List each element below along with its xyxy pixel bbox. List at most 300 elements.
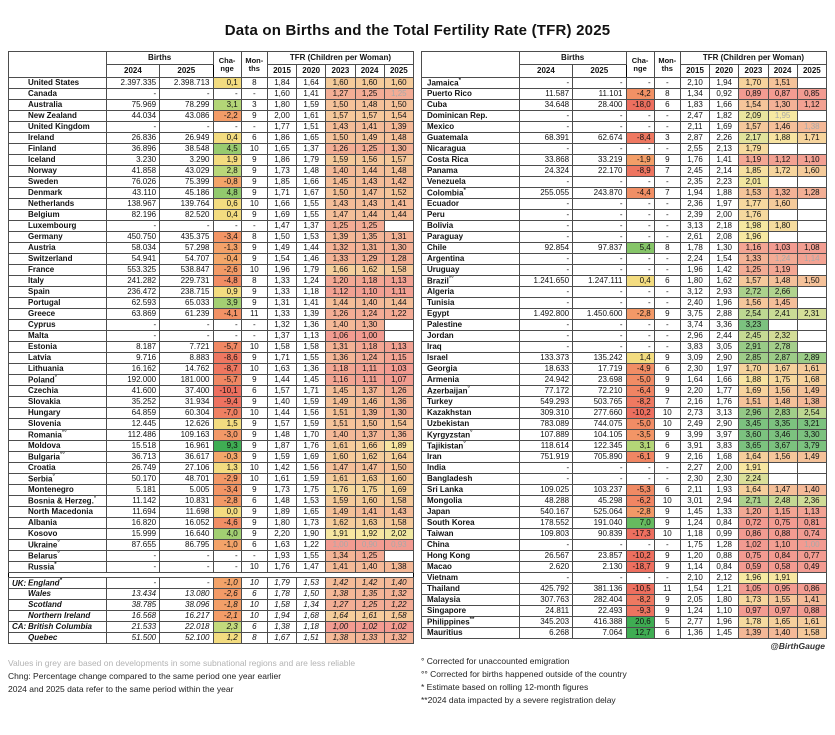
months-cell: 10 <box>241 600 267 611</box>
months-cell: 8 <box>241 276 267 287</box>
tfr-2015-cell: 2,45 <box>680 166 709 177</box>
tfr-2025-cell <box>797 298 826 309</box>
tfr-2015-cell: 2,40 <box>680 298 709 309</box>
table-row <box>422 463 827 474</box>
tfr-2025-cell: 1,60 <box>384 78 413 89</box>
year-header: 2020 <box>710 65 739 78</box>
country-label: Macao <box>422 562 520 573</box>
tfr-2023-cell: 1,39 <box>326 232 355 243</box>
births-2024-cell: 3.230 <box>106 155 159 166</box>
births-2025-cell: 28.400 <box>573 100 626 111</box>
tfr-2024-cell <box>768 210 797 221</box>
tfr-2015-cell: 1,77 <box>267 122 296 133</box>
births-2024-cell: 425.792 <box>519 584 572 595</box>
tfr-2015-cell: 1,73 <box>267 166 296 177</box>
months-cell: 9 <box>241 518 267 529</box>
tfr-2020-cell: 1,90 <box>297 529 326 540</box>
tfr-2020-cell: 2,44 <box>710 331 739 342</box>
months-cell: 9 <box>654 452 680 463</box>
births-2025-cell: 45.298 <box>573 496 626 507</box>
tfr-2015-cell: 3,12 <box>680 287 709 298</box>
footnote-marker: °° <box>61 430 67 437</box>
tfr-2024-cell: 1,24 <box>355 353 384 364</box>
tfr-2020-cell: 1,59 <box>297 397 326 408</box>
births-2025-cell: - <box>573 210 626 221</box>
tfr-2025-cell: 1,11 <box>384 287 413 298</box>
country-label: Austria <box>9 243 107 254</box>
change-cell: 0,4 <box>213 210 241 221</box>
tfr-2024-cell: 1,44 <box>355 166 384 177</box>
tfr-2025-cell: 3,79 <box>797 441 826 452</box>
tfr-2024-cell: 1,42 <box>355 578 384 589</box>
tfr-2025-cell <box>797 331 826 342</box>
country-label: South Korea <box>422 518 520 529</box>
change-cell: 0,4 <box>626 276 654 287</box>
births-2024-cell: 26.567 <box>519 551 572 562</box>
table-row <box>422 210 827 221</box>
country-label: Finland <box>9 144 107 155</box>
tfr-group-header: TFR (Children per Woman) <box>680 52 826 65</box>
births-2025-cell: 282.404 <box>573 595 626 606</box>
tfr-2023-cell: 1,18 <box>326 364 355 375</box>
months-cell: 9 <box>241 155 267 166</box>
change-cell: 0,4 <box>213 133 241 144</box>
country-label: Canada <box>9 89 107 100</box>
births-2025-cell: 2.130 <box>573 562 626 573</box>
tfr-2023-cell: 2,09 <box>739 111 768 122</box>
tfr-2024-cell: 1,32 <box>768 188 797 199</box>
tfr-2020-cell: 1,93 <box>710 485 739 496</box>
tfr-2015-cell: 2,20 <box>267 529 296 540</box>
tfr-2020-cell: 1,36 <box>297 364 326 375</box>
table-row <box>422 276 827 287</box>
table-row <box>422 342 827 353</box>
births-2025-cell: 43.086 <box>160 111 213 122</box>
footnote-marker: ° <box>470 430 473 437</box>
tfr-2025-cell <box>797 199 826 210</box>
births-2024-cell: 58.034 <box>106 243 159 254</box>
births-2024-cell: 34.648 <box>519 100 572 111</box>
months-cell: 3 <box>654 133 680 144</box>
tfr-2024-cell: 1,15 <box>768 507 797 518</box>
tfr-2025-cell: 1,58 <box>797 628 826 639</box>
births-2025-cell: 10.831 <box>160 496 213 507</box>
tfr-2020-cell: 1,55 <box>297 353 326 364</box>
births-2024-cell: 241.282 <box>106 276 159 287</box>
table-row <box>9 430 414 441</box>
change-cell: - <box>626 265 654 276</box>
tfr-2023-cell: 1,31 <box>326 342 355 353</box>
tfr-2020-cell: 1,59 <box>297 419 326 430</box>
months-cell: 9 <box>654 375 680 386</box>
country-label: Puerto Rico <box>422 89 520 100</box>
change-cell: 7,0 <box>626 518 654 529</box>
country-label: North Macedonia <box>9 507 107 518</box>
year-header: 2023 <box>326 65 355 78</box>
table-row <box>422 133 827 144</box>
change-cell: -2,9 <box>213 474 241 485</box>
tfr-2015-cell: 1,73 <box>267 485 296 496</box>
births-2024-cell: 36.713 <box>106 452 159 463</box>
tfr-2020-cell: 1,45 <box>710 628 739 639</box>
change-cell: -5,7 <box>213 342 241 353</box>
table-row <box>422 562 827 573</box>
births-2025-cell: 54.707 <box>160 254 213 265</box>
births-2025-cell: 33.219 <box>573 155 626 166</box>
table-row <box>9 342 414 353</box>
footnote-marker: ° <box>52 474 55 481</box>
tfr-2024-cell: 1,33 <box>355 633 384 644</box>
tfr-2024-cell: 3,46 <box>768 430 797 441</box>
births-2025-cell: 503.765 <box>573 397 626 408</box>
tfr-2015-cell: 1,69 <box>267 210 296 221</box>
tfr-2024-cell: 1,40 <box>355 298 384 309</box>
births-2024-cell: - <box>106 331 159 342</box>
table-row <box>422 221 827 232</box>
tfr-2024-cell: 1,29 <box>355 254 384 265</box>
tfr-2024-cell: 1,56 <box>768 452 797 463</box>
country-label: Nicaragua <box>422 144 520 155</box>
tfr-2015-cell: 1,57 <box>267 419 296 430</box>
tfr-2023-cell: 1,00 <box>326 540 355 551</box>
change-cell: - <box>626 331 654 342</box>
tfr-2024-cell: 1,75 <box>355 485 384 496</box>
country-label: Bosnia & Herzeg.° <box>9 496 107 507</box>
tfr-2015-cell: 2,47 <box>680 111 709 122</box>
tfr-2024-cell: 1,60 <box>355 496 384 507</box>
tfr-2023-cell: 1,43 <box>326 199 355 210</box>
births-2025-cell: 62.674 <box>573 133 626 144</box>
change-cell: -1,0 <box>213 578 241 589</box>
months-cell: - <box>241 331 267 342</box>
births-2024-cell: 41.600 <box>106 386 159 397</box>
births-2025-cell: 26.949 <box>160 133 213 144</box>
tfr-2020-cell: 1,37 <box>297 144 326 155</box>
change-cell: -18,0 <box>626 100 654 111</box>
tfr-2015-cell: 2,35 <box>680 177 709 188</box>
months-cell: 6 <box>654 441 680 452</box>
tfr-2025-cell: 2,31 <box>797 309 826 320</box>
months-cell: 10 <box>241 144 267 155</box>
tfr-2020-cell: 1,24 <box>297 276 326 287</box>
tfr-2025-cell: 2,36 <box>797 496 826 507</box>
tfr-2024-cell: 1,10 <box>355 287 384 298</box>
change-cell: -1,3 <box>213 243 241 254</box>
tfr-2020-cell: 3,36 <box>710 320 739 331</box>
change-cell: -6,1 <box>626 452 654 463</box>
tfr-2024-cell: 0,90 <box>355 540 384 551</box>
change-cell: 0,6 <box>213 199 241 210</box>
change-cell: -4,9 <box>626 364 654 375</box>
country-label: Germany <box>9 232 107 243</box>
births-2025-cell: 23.698 <box>573 375 626 386</box>
tfr-2025-cell: 1,60 <box>384 474 413 485</box>
births-2024-cell: 138.967 <box>106 199 159 210</box>
births-2025-cell: - <box>573 78 626 89</box>
table-row <box>9 199 414 210</box>
tfr-2015-cell: 2,20 <box>680 386 709 397</box>
births-2024-cell: 38.785 <box>106 600 159 611</box>
tfr-2023-cell: 1,61 <box>326 474 355 485</box>
births-2024-cell: 21.533 <box>106 622 159 633</box>
tfr-2024-cell: 1,30 <box>768 100 797 111</box>
tfr-2023-cell: 1,57 <box>326 111 355 122</box>
tfr-2024-cell: 0,88 <box>768 529 797 540</box>
table-row <box>422 232 827 243</box>
change-cell: - <box>213 89 241 100</box>
births-2024-cell: 109.803 <box>519 529 572 540</box>
tfr-2025-cell: 1,10 <box>797 155 826 166</box>
footnote-marker: ° <box>54 375 58 381</box>
table-row <box>422 529 827 540</box>
tfr-2023-cell: 1,91 <box>739 463 768 474</box>
change-cell: 1,2 <box>213 633 241 644</box>
births-2025-cell: 139.764 <box>160 199 213 210</box>
births-2025-cell: 82.520 <box>160 210 213 221</box>
births-2025-cell: 243.870 <box>573 188 626 199</box>
months-cell: - <box>654 111 680 122</box>
change-cell: -5,7 <box>213 375 241 386</box>
months-cell: 6 <box>654 276 680 287</box>
tfr-2024-cell: 2,66 <box>768 287 797 298</box>
tfr-2025-cell <box>384 331 413 342</box>
tfr-2023-cell: 1,50 <box>326 133 355 144</box>
births-2024-cell: - <box>519 232 572 243</box>
tfr-2020-cell: 0,84 <box>710 518 739 529</box>
tfr-2025-cell: 1,64 <box>384 452 413 463</box>
change-cell: 12,7 <box>626 628 654 639</box>
table-row <box>422 353 827 364</box>
births-2025-cell: 65.033 <box>160 298 213 309</box>
tfr-2015-cell: 1,42 <box>267 463 296 474</box>
change-cell: -10,1 <box>213 386 241 397</box>
tfr-2025-cell: 1,26 <box>384 386 413 397</box>
tfr-2024-cell: 1,46 <box>355 397 384 408</box>
change-cell: 9,3 <box>213 441 241 452</box>
tfr-2015-cell: 3,09 <box>680 353 709 364</box>
tfr-2020-cell: 1,66 <box>710 100 739 111</box>
tfr-2020-cell: 1,75 <box>297 485 326 496</box>
table-row <box>422 474 827 485</box>
country-label: Cyprus <box>9 320 107 331</box>
country-label: Egypt <box>422 309 520 320</box>
tfr-2025-cell: 1,28 <box>797 188 826 199</box>
tfr-2024-cell: 1,43 <box>355 199 384 210</box>
months-cell: 9 <box>654 353 680 364</box>
tfr-2020-cell: 1,64 <box>297 78 326 89</box>
table-row <box>422 243 827 254</box>
births-2024-cell: 44.034 <box>106 111 159 122</box>
tfr-2023-cell: 1,64 <box>739 452 768 463</box>
tfr-2023-cell: 1,25 <box>739 265 768 276</box>
tfr-2015-cell: 1,64 <box>680 375 709 386</box>
tfr-2025-cell: 1,31 <box>384 232 413 243</box>
table-row <box>9 210 414 221</box>
year-header: 2025 <box>797 65 826 78</box>
tfr-2015-cell: 1,89 <box>267 507 296 518</box>
right-column <box>421 51 827 706</box>
births-2024-cell: 11.142 <box>106 496 159 507</box>
year-header: 2015 <box>680 65 709 78</box>
country-label: Mauritius <box>422 628 520 639</box>
tfr-2015-cell: 1,54 <box>680 584 709 595</box>
table-row <box>422 287 827 298</box>
tfr-2025-cell: 1,32 <box>384 633 413 644</box>
months-cell: - <box>654 232 680 243</box>
change-cell: -8,2 <box>626 595 654 606</box>
tfr-2025-cell: 1,48 <box>384 166 413 177</box>
months-cell: 9 <box>241 430 267 441</box>
months-cell: 10 <box>241 265 267 276</box>
tfr-2023-cell: 0,75 <box>739 551 768 562</box>
months-cell: 10 <box>241 199 267 210</box>
change-cell: - <box>626 177 654 188</box>
table-row <box>9 155 414 166</box>
table-row <box>9 188 414 199</box>
births-2024-cell: 540.167 <box>519 507 572 518</box>
births-2025-cell: 7.064 <box>573 628 626 639</box>
tfr-2024-cell: 1,19 <box>768 265 797 276</box>
table-row <box>9 551 414 562</box>
tfr-2020-cell: 1,59 <box>297 474 326 485</box>
births-2024-cell: - <box>519 265 572 276</box>
country-label: Montenegro <box>9 485 107 496</box>
tfr-2020-cell: 1,51 <box>297 122 326 133</box>
tfr-2020-cell: 1,68 <box>710 452 739 463</box>
births-group-header: Births <box>106 52 213 65</box>
footnote: **2024 data impacted by a severe registration delay <box>421 694 616 705</box>
tfr-2025-cell: 0,86 <box>797 584 826 595</box>
tfr-2015-cell: 1,65 <box>267 144 296 155</box>
births-2024-cell: - <box>106 221 159 232</box>
table-row <box>9 309 414 320</box>
country-label: Mongolia <box>422 496 520 507</box>
table-row <box>422 100 827 111</box>
tfr-2020-cell: 2,13 <box>710 144 739 155</box>
tfr-2024-cell: 0,84 <box>768 551 797 562</box>
births-2025-cell: 11.698 <box>160 507 213 518</box>
births-2025-cell: 538.847 <box>160 265 213 276</box>
change-cell: -2,6 <box>213 265 241 276</box>
births-2024-cell: 345.203 <box>519 617 572 628</box>
table-row <box>9 600 414 611</box>
births-2025-cell: 191.040 <box>573 518 626 529</box>
births-2024-cell: 16.820 <box>106 518 159 529</box>
tfr-2023-cell: 0,59 <box>739 562 768 573</box>
months-cell: 6 <box>241 496 267 507</box>
left-column <box>8 51 414 696</box>
change-cell: -10,2 <box>626 408 654 419</box>
tfr-2025-cell: 1,71 <box>797 133 826 144</box>
table-row <box>9 276 414 287</box>
births-2025-cell: - <box>573 573 626 584</box>
months-cell: 7 <box>654 397 680 408</box>
tfr-2015-cell: 1,86 <box>267 155 296 166</box>
tfr-2025-cell: 1,08 <box>797 243 826 254</box>
births-2025-cell: 3.290 <box>160 155 213 166</box>
tfr-2024-cell: 1,11 <box>355 364 384 375</box>
births-2025-cell: 23.857 <box>573 551 626 562</box>
tfr-2020-cell: 1,46 <box>297 254 326 265</box>
change-cell: -6,2 <box>626 496 654 507</box>
footnote: ° Corrected for unaccounted emigration <box>421 656 570 667</box>
births-2024-cell: 43.110 <box>106 188 159 199</box>
tfr-2023-cell: 1,60 <box>326 452 355 463</box>
tfr-2025-cell: 0,77 <box>797 551 826 562</box>
tfr-2023-cell: 1,57 <box>739 276 768 287</box>
tfr-2020-cell: 1,70 <box>297 430 326 441</box>
tfr-2015-cell: 3,74 <box>680 320 709 331</box>
tfr-2023-cell: 1,40 <box>326 166 355 177</box>
country-label: Kazakhstan <box>422 408 520 419</box>
tfr-2024-cell: 1,48 <box>355 100 384 111</box>
tfr-2024-cell: 1,12 <box>768 155 797 166</box>
births-2024-cell: 112.486 <box>106 430 159 441</box>
tfr-2023-cell: 1,06 <box>326 331 355 342</box>
tfr-2023-cell: 1,53 <box>739 188 768 199</box>
months-cell: 9 <box>654 518 680 529</box>
tfr-2020-cell: 1,66 <box>710 375 739 386</box>
tfr-2024-cell <box>768 463 797 474</box>
table-row <box>9 89 414 100</box>
tfr-2024-cell: 1,92 <box>355 529 384 540</box>
change-cell: -8,6 <box>213 353 241 364</box>
tfr-2020-cell: 1,41 <box>710 155 739 166</box>
tfr-2025-cell <box>797 78 826 89</box>
tfr-2020-cell: 1,55 <box>297 210 326 221</box>
country-label: Moldova <box>9 441 107 452</box>
tfr-2020-cell: 1,44 <box>297 243 326 254</box>
tfr-2020-cell: 1,73 <box>297 518 326 529</box>
change-cell: - <box>626 78 654 89</box>
tfr-2025-cell: 1,02 <box>384 622 413 633</box>
change-cell: - <box>626 199 654 210</box>
tfr-2024-cell: 1,18 <box>355 276 384 287</box>
tfr-2020-cell: 1,56 <box>297 408 326 419</box>
tfr-2024-cell: 1,75 <box>768 375 797 386</box>
change-cell: -8,2 <box>626 397 654 408</box>
table-row <box>422 397 827 408</box>
tfr-2024-cell: 1,44 <box>355 210 384 221</box>
country-label: Argentina <box>422 254 520 265</box>
tfr-2025-cell: 1,07 <box>384 375 413 386</box>
months-cell: 6 <box>241 622 267 633</box>
tfr-2020-cell: 2,23 <box>710 177 739 188</box>
tfr-2015-cell: 1,86 <box>267 133 296 144</box>
tfr-2015-cell: 1,24 <box>680 518 709 529</box>
footnote-marker: °° <box>60 452 65 459</box>
table-row <box>422 298 827 309</box>
tfr-2024-cell: 1,65 <box>768 617 797 628</box>
tfr-2023-cell: 1,49 <box>326 397 355 408</box>
table-row <box>422 584 827 595</box>
change-cell: -3,5 <box>626 430 654 441</box>
tfr-2024-cell: 1,72 <box>768 166 797 177</box>
table-row <box>9 419 414 430</box>
months-cell: 8 <box>241 78 267 89</box>
country-label: Sri Lanka <box>422 485 520 496</box>
country-label: Iran <box>422 452 520 463</box>
months-cell: 10 <box>241 342 267 353</box>
tfr-2025-cell: 1,54 <box>384 111 413 122</box>
births-2024-cell: 15.999 <box>106 529 159 540</box>
change-cell: -17,3 <box>626 529 654 540</box>
tfr-2015-cell: 3,75 <box>680 309 709 320</box>
tfr-2025-cell <box>384 551 413 562</box>
tfr-2023-cell: 1,39 <box>739 628 768 639</box>
tfr-2025-cell: 1,42 <box>384 177 413 188</box>
tfr-2025-cell <box>797 177 826 188</box>
